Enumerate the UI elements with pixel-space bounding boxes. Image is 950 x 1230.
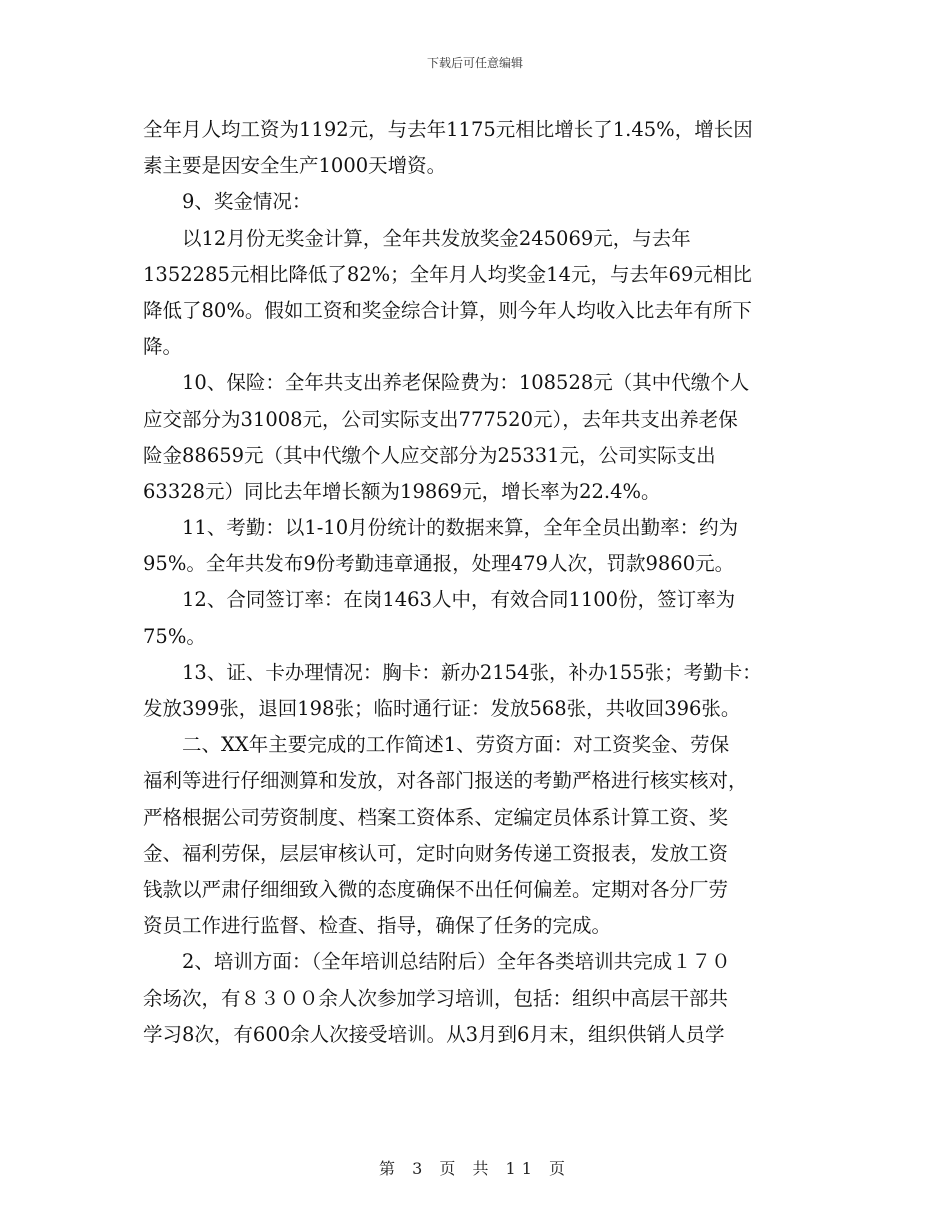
body-line: 1352285元相比降低了82%；全年月人均奖金14元，与去年69元相比 [143, 262, 752, 286]
page-header: 下载后可任意编辑 [426, 56, 523, 70]
body-line: 福利等进行仔细测算和发放，对各部门报送的考勤严格进行核实核对， [143, 769, 748, 793]
body-line: 75%。 [143, 624, 206, 648]
body-line: 发放399张，退回198张；临时通行证：发放568张，共收回396张。 [143, 697, 741, 720]
body-line: 金、福利劳保，层层审核认可，定时向财务传递工资报表，发放工资 [143, 841, 729, 865]
body-line: 余场次，有８３００余人次参加学习培训，包括：组织中高层干部共 [143, 986, 729, 1010]
body-line: 以12月份无奖金计算，全年共发放奖金245069元，与去年 [182, 226, 691, 250]
body-line: 63328元）同比去年增长额为19869元，增长率为22.4%。 [143, 479, 661, 503]
body-line: 学习8次，有600余人次接受培训。从3月到6月末，组织供销人员学 [143, 1022, 725, 1046]
body-line: 9、奖金情况： [182, 190, 312, 214]
body-line: 全年月人均工资为1192元，与去年1175元相比增长了1.45%，增长因 [143, 118, 753, 141]
body-line: 降低了80%。假如工资和奖金综合计算，则今年人均收入比去年有所下 [143, 298, 752, 322]
body-line: 资员工作进行监督、检查、指导，确保了任务的完成。 [143, 914, 612, 938]
body-line: 95%。全年共发布9份考勤违章通报，处理479人次，罚款9860元。 [143, 552, 735, 576]
body-line: 严格根据公司劳资制度、档案工资体系、定编定员体系计算工资、奖 [143, 805, 729, 829]
body-line: 险金88659元（其中代缴个人应交部分为25331元，公司实际支出 [143, 443, 716, 467]
body-line: 钱款以严肃仔细细致入微的态度确保不出任何偏差。定期对各分厂劳 [143, 877, 729, 901]
body-line: 应交部分为31008元，公司实际支出777520元），去年共支出养老保 [143, 407, 738, 431]
body-line: 13、证、卡办理情况：胸卡：新办2154张，补办155张；考勤卡： [182, 660, 762, 684]
body-line: 二、XX年主要完成的工作简述1、劳资方面：对工资奖金、劳保 [182, 733, 730, 757]
document-body [143, 112, 811, 1053]
body-line: 2、培训方面：（全年培训总结附后）全年各类培训共完成１７０ [182, 950, 731, 974]
body-line: 11、考勤：以1-10月份统计的数据来算，全年全员出勤率：约为 [182, 516, 739, 540]
body-line: 12、合同签订率：在岗1463人中，有效合同1100份，签订率为 [182, 588, 736, 612]
body-line: 素主要是因安全生产1000天增资。 [143, 154, 447, 178]
body-line: 降。 [143, 335, 183, 359]
page-footer: 第 3 页 共 11 页 [379, 1159, 571, 1178]
body-line: 10、保险：全年共支出养老保险费为：108528元（其中代缴个人 [182, 371, 750, 395]
